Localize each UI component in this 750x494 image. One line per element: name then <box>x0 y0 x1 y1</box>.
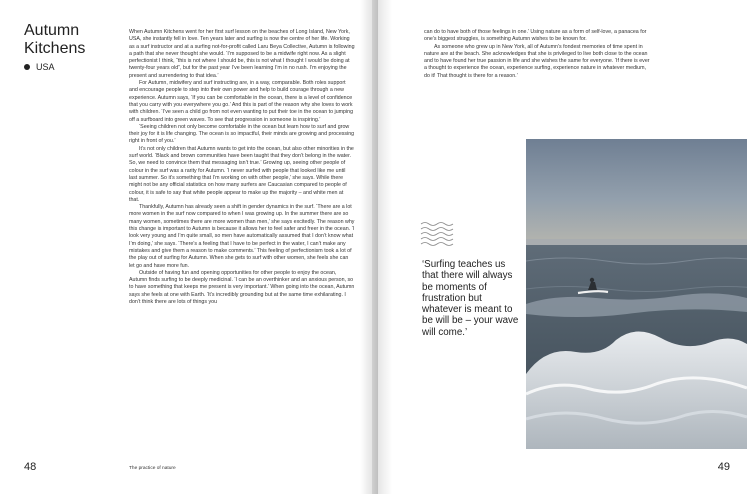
page-number-right: 49 <box>717 461 730 473</box>
right-page <box>378 0 750 494</box>
left-page <box>0 0 372 494</box>
country-label <box>24 62 55 72</box>
paragraph: can do to have both of those feelings in one.’ Using nature as a form of self-love, a panacea for one’s biggest struggles, is something Autumn wishes to be known for. <box>424 29 647 43</box>
bullet-dot-icon <box>24 64 30 70</box>
gutter-shadow <box>360 0 378 494</box>
paragraph: It’s not only children that Autumn wants to get into the ocean, but also other minorities in the surf world. ‘Black and brown communities have been taught that they don’t belong in the water. So, we need to convince them that messaging isn’t true.’ Growing up, seeing other people of colour in the surf was a rarity for Autumn. ‘I never surfed with people that looked like me until last summer. So it’s something that I’m working on with other people,’ she says. While there might not be any official statistics on how many surfers are Caucasian compared to people of colour, it is safe to say that white people appear to make up the majority – and white men at that. <box>129 145 354 203</box>
page-number-left: 48 <box>24 461 37 473</box>
paragraph: When Autumn Kitchens went for her first surf lesson on the beaches of Long Island, New York, USA, she instantly fell in love. Ten years later and surfing is now the centre of her life. Working as a surf instructor and at a surfing not-for-profit called Laru Beya Collective, Autumn is following a path that she never thought she would. ‘I’m supposed to be a midwife right now. As a slight perfectionist I think, “this is not where I should be, this is not what I thought I would be doing at twenty-four years old”, but for the past year I’ve been learning I’m in no rush. I’m enjoying the present and surrendering to that idea.’ <box>129 29 355 79</box>
pull-quote: ‘Surfing teaches us that there will always be moments of frustration but whatever is meant to be will be – your wave will come.’ <box>422 259 519 338</box>
surfer-photo <box>526 139 747 449</box>
paragraph: For Autumn, midwifery and surf instructing are, in a way, comparable. Both roles support and encourage people to step into their own power and help to build courage through a new experience. Autumn says, ‘If you can be comfortable in the ocean, there is a level of confidence that you carry with you everywhere you go.’ And this is part of the reason why she loves to work with children. ‘I’ve seen a child go from not even wanting to put their toe in the ocean to jumping off a surfboard into green waves. To see that progression in someone is inspiring.’ <box>129 80 354 123</box>
running-title: The practice of nature <box>129 466 176 471</box>
country-text: USA <box>36 62 55 72</box>
paragraph: Outside of having fun and opening opportunities for other people to enjoy the ocean, Autumn finds surfing to be deeply medicinal. ‘I can be an overthinker and an anxious person, so to have something that keeps me present is very important.’ When going into the ocean, Autumn says she feels at one with Earth. ‘It’s incredibly grounding but at the same time exhilarating. I don’t think there are lots of things you <box>129 269 355 305</box>
paragraph: ‘Seeing children not only become comfortable in the ocean but learn how to surf and grow their joy for it is life changing. The ocean is so impactful, their minds are growing and processing right in front of you.’ <box>129 123 355 145</box>
wavy-lines-icon <box>420 220 454 250</box>
paragraph: As someone who grew up in New York, all of Autumn’s fondest memories of time spent in nature are at the beach. She acknowledges that she is privileged to live both close to the ocean and to have found her true passion in life and she wishes the same for everyone. ‘If there is ever a thought to experience the ocean, experience surfing, experience nature in whatever medium, do it! That thought is there for a reason.’ <box>424 43 650 79</box>
paragraph: Thankfully, Autumn has already seen a shift in gender dynamics in the surf. ‘There are a lot more women in the surf now compared to when I was growing up. In the summer there are so many women, sometimes there are more women than men,’ she says excitedly. The reason why this change is important to Autumn is because it allows her to feel safer and freer in the ocean. ‘I look very young and I’m quite small, so men have automatically assumed that I don’t know what I’m doing,’ she says. ‘There’s a feeling that I have to be perfect in the water, I can’t make any mistakes and give them a reason to make comments.’ This feeling of perfectionism took a lot of the play out of surfing for Autumn. When she gets to surf with other women, she feels she can let go and have more fun. <box>129 204 355 269</box>
right-body-text <box>424 29 650 80</box>
profile-name: Autumn Kitchens <box>24 22 86 57</box>
left-body-text <box>129 29 355 306</box>
gutter-shadow-right <box>378 0 392 494</box>
